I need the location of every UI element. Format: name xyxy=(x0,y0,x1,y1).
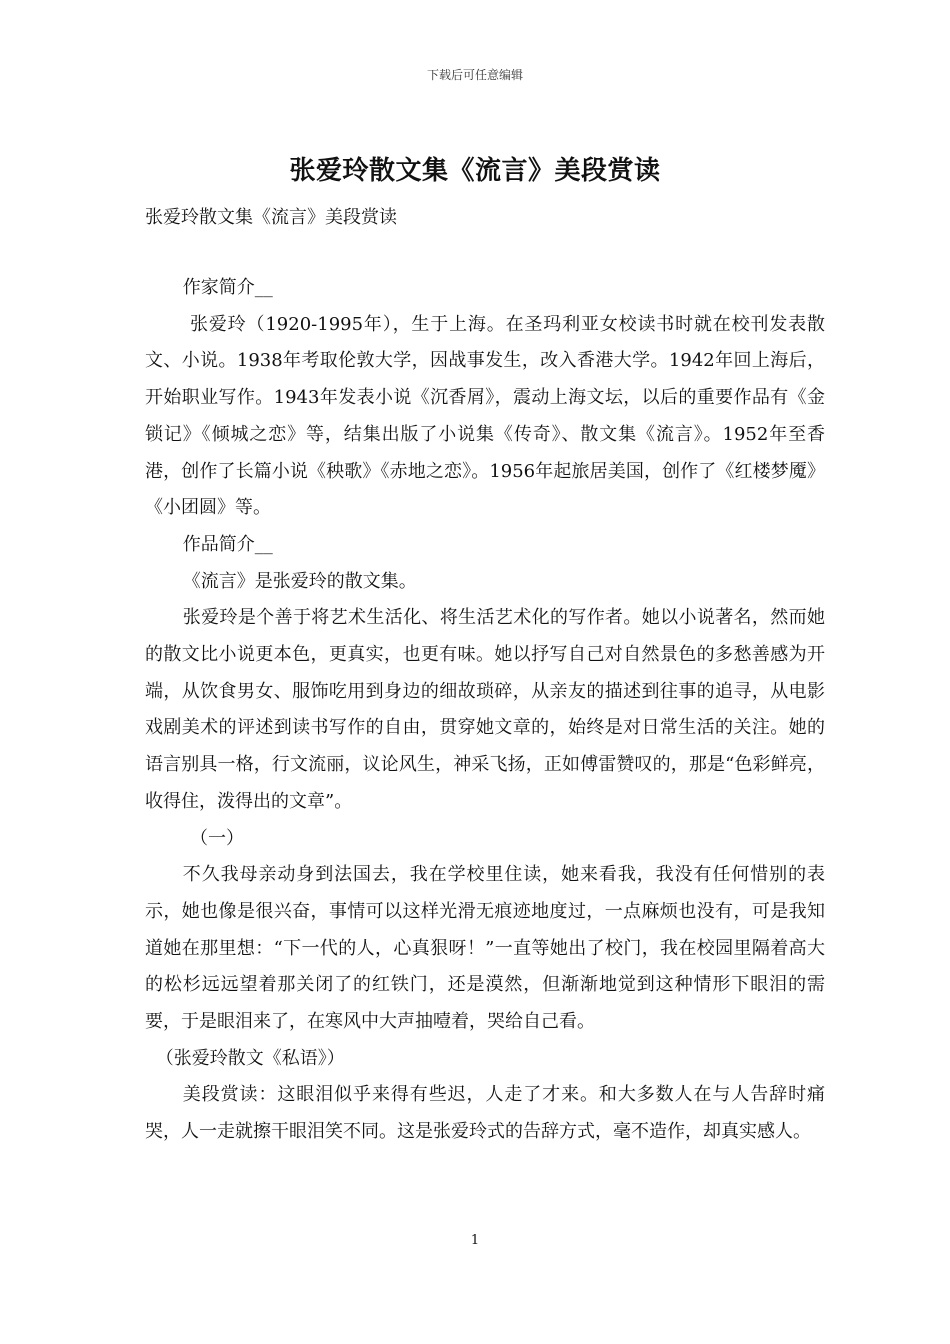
paragraph-work-description: 张爱玲是个善于将艺术生活化、将生活艺术化的写作者。她以小说著名，然而她的散文比小说更本色，更真实，也更有味。她以抒写自己对自然景色的多愁善感为开端，从饮食男女、服饰吃用到身边的细故琐碎，从亲友的描述到往事的追寻，从电影戏剧美术的评述到读书写作的自由，贯穿她文章的，始终是对日常生活的关注。她的语言别具一格，行文流丽，议论风生，神采飞扬，正如傅雷赞叹的，那是“色彩鲜亮，收得住，泼得出的文章”。 xyxy=(145,607,825,812)
document-subtitle: 张爱玲散文集《流言》美段赏读 xyxy=(145,207,397,228)
excerpt-source: （张爱玲散文《私语》） xyxy=(155,1047,345,1069)
document-title: 张爱玲散文集《流言》美段赏读 xyxy=(289,156,661,186)
paragraph-appreciation: 美段赏读：这眼泪似乎来得有些迟，人走了才来。和大多数人在与人告辞时痛哭，人一走就擦干眼泪笑不同。这是张爱玲式的告辞方式，毫不造作，却真实感人。 xyxy=(145,1084,825,1143)
paragraph-author-bio: 张爱玲（1920-1995年），生于上海。在圣玛利亚女校读书时就在校刊发表散文、小说。1938年考取伦敦大学，因战事发生，改入香港大学。1942年回上海后，开始职业写作。1943年发表小说《沉香屑》，震动上海文坛，以后的重要作品有《金锁记》《倾城之恋》等，结集出版了小说集《传奇》、散文集《流言》。1952年至香港，创作了长篇小说《秧歌》《赤地之恋》。1956年起旅居美国，创作了《红楼梦魇》《小团圆》等。 xyxy=(145,313,825,519)
paragraph-excerpt: 不久我母亲动身到法国去，我在学校里住读，她来看我，我没有任何惜别的表示，她也像是很兴奋，事情可以这样光滑无痕迹地度过，一点麻烦也没有，可是我知道她在那里想：“下一代的人，心真狠呀！”一直等她出了校门，我在校园里隔着高大的松杉远远望着那关闭了的红铁门，还是漠然，但渐渐地觉到这种情形下眼泪的需要，于是眼泪来了，在寒风中大声抽噎着，哭给自己看。 xyxy=(145,864,825,1033)
page-number: 1 xyxy=(470,1233,480,1248)
section-heading-author: 作家简介__ xyxy=(182,277,273,298)
paragraph-work-intro: 《流言》是张爱玲的散文集。 xyxy=(182,570,417,592)
section-heading-work: 作品简介__ xyxy=(182,533,273,555)
section-number: （一） xyxy=(190,827,244,849)
document-body xyxy=(145,270,825,1151)
header-note: 下载后可任意编辑 xyxy=(426,68,523,82)
